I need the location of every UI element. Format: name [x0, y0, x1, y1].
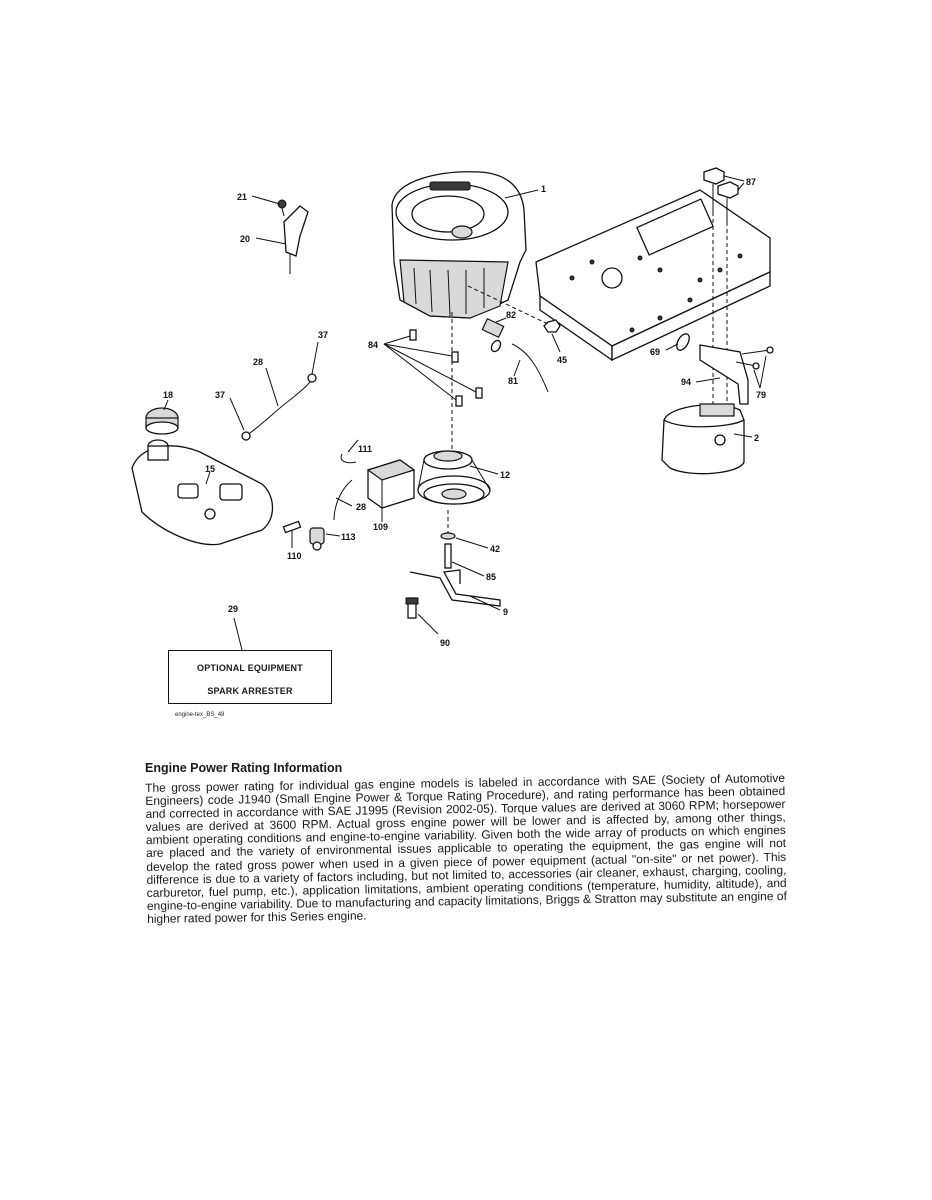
- callout-28b: 28: [356, 502, 367, 512]
- drawing-id: engine-tex_BS_48: [175, 712, 225, 718]
- connector-113: [310, 528, 324, 550]
- callout-85: 85: [486, 572, 497, 582]
- fuel-line-28b: [334, 480, 352, 520]
- optional-equipment-label: OPTIONAL EQUIPMENT: [197, 663, 303, 673]
- callout-2: 2: [754, 433, 760, 443]
- callout-21: 21: [237, 192, 248, 202]
- callout-87: 87: [746, 177, 757, 187]
- callout-90: 90: [440, 638, 451, 648]
- callout-42: 42: [490, 544, 501, 554]
- callout-45: 45: [557, 355, 568, 365]
- fuel-tank: [132, 440, 273, 545]
- callout-1: 1: [541, 184, 547, 194]
- section-body: The gross power rating for individual gas engine models is labeled in accordance with SAE (Society of Automotive Engineers) code J1940 (Small Engine Power & Torque Rating Procedure), and rating performance has been obtained and corrected in accordance with SAE J1995 (Revision 2002-05). Torque values are derived at 3060 RPM; horsepower values are derived at 3600 RPM. Actual gross engine power will be lower and is affected by, among other things, ambient operating conditions and engine-to-engine variability. Given both the wide array of products on which engines are placed and the variety of environmental issues applicable to operating the equipment, the gas engine will not develop the rated gross power when used in a given piece of power equipment (actual "on-site" or net power). This difference is due to a variety of factors including, but not limited to, accessories (air cleaner, exhaust, charging, cooling, carburetor, fuel pump, etc.), application limitations, ambient operating conditions (temperature, humidity, altitude), and engine-to-engine variability. Due to manufacturing and capacity limitations, Briggs & Stratton may substitute an engine of higher rated power for this Series engine.: [144, 770, 787, 926]
- callout-111: 111: [358, 444, 373, 454]
- callout-69: 69: [650, 347, 661, 357]
- callout-9: 9: [503, 607, 509, 617]
- frame-plate: [536, 190, 770, 360]
- washer-42: [441, 533, 455, 539]
- callout-113: 113: [341, 532, 356, 542]
- callout-81: 81: [508, 376, 519, 386]
- bolts-84: [410, 330, 482, 406]
- callout-110: 110: [287, 551, 302, 561]
- muffler-part: [662, 404, 744, 474]
- callout-18: 18: [163, 390, 174, 400]
- callout-37a: 37: [318, 330, 329, 340]
- fitting-82: [482, 319, 503, 353]
- callout-84: 84: [368, 340, 379, 350]
- nut-45: [544, 320, 560, 332]
- fuel-line: [242, 374, 316, 440]
- callout-29: 29: [228, 604, 239, 614]
- fuel-line-111: [341, 454, 356, 463]
- callout-82: 82: [506, 310, 517, 320]
- callout-94: 94: [681, 377, 692, 387]
- bolt-85: [445, 544, 451, 568]
- callout-20: 20: [240, 234, 251, 244]
- callout-79: 79: [756, 390, 767, 400]
- section-title: Engine Power Rating Information: [145, 761, 343, 775]
- pulley-12: [418, 451, 490, 504]
- callout-12: 12: [500, 470, 511, 480]
- callout-15: 15: [205, 464, 216, 474]
- solenoid-109: [368, 460, 414, 508]
- throttle-control: [278, 200, 308, 274]
- bolt-90: [406, 598, 418, 618]
- optional-equipment-box: [168, 650, 332, 704]
- callout-28a: 28: [253, 357, 264, 367]
- callout-109: 109: [373, 522, 389, 532]
- callout-37b: 37: [215, 390, 226, 400]
- spark-arrester-label: SPARK ARRESTER: [207, 686, 293, 696]
- engine-part: [392, 172, 526, 318]
- fuel-cap: [146, 408, 178, 434]
